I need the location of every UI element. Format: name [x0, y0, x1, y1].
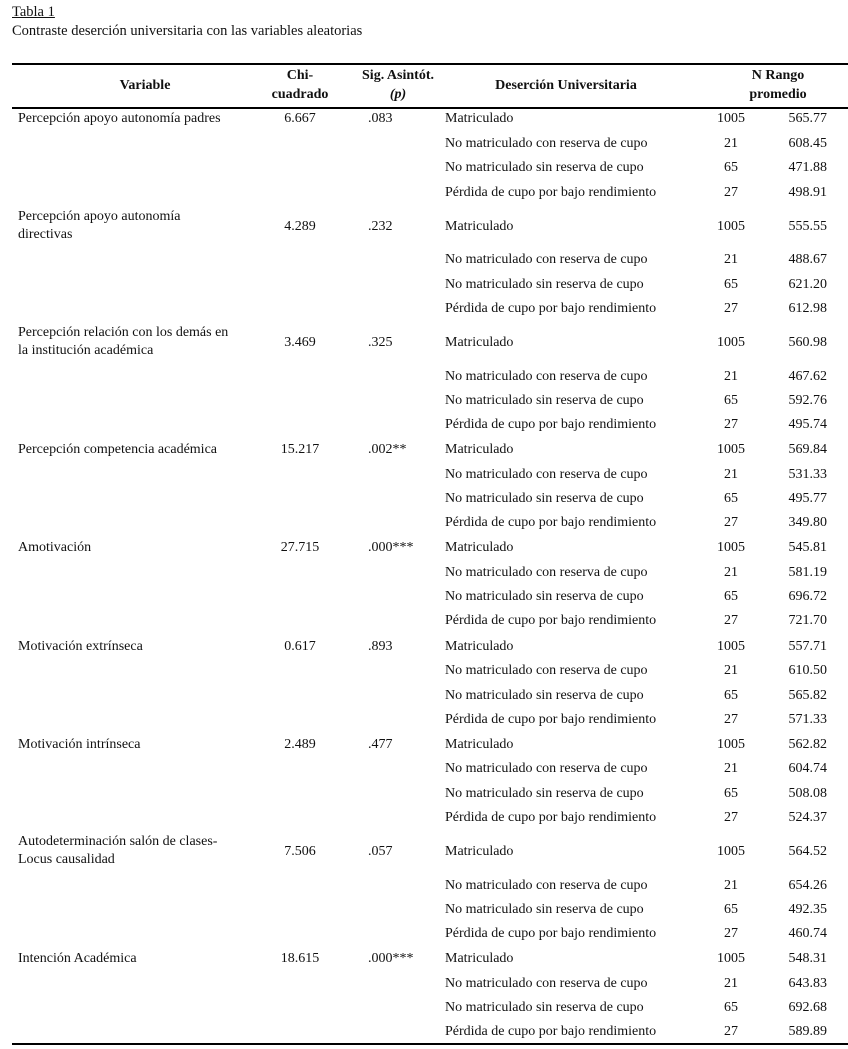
significance-value: .000*** — [368, 540, 414, 555]
rango-promedio-value: 592.76 — [788, 393, 827, 408]
header-n-rango-line1: N Rango — [751, 68, 805, 83]
desercion-category: No matriculado sin reserva de cupo — [445, 1000, 644, 1015]
n-value: 1005 — [717, 540, 745, 555]
rango-promedio-value: 721.70 — [788, 613, 827, 628]
n-value: 1005 — [717, 442, 745, 457]
variable-name: Amotivación — [18, 540, 92, 555]
header-sig-line1: Sig. Asintót. — [362, 68, 434, 83]
desercion-category: Matriculado — [445, 540, 514, 555]
header-chi-line1: Chi- — [286, 68, 314, 83]
n-value: 1005 — [717, 335, 745, 350]
variable-name: directivas — [18, 227, 73, 242]
rango-promedio-value: 495.77 — [788, 491, 827, 506]
variable-name: Motivación intrínseca — [18, 737, 141, 752]
significance-value: .477 — [368, 737, 393, 752]
rango-promedio-value: 565.82 — [788, 688, 827, 703]
rango-promedio-value: 488.67 — [788, 252, 827, 267]
rango-promedio-value: 692.68 — [788, 1000, 827, 1015]
n-value: 1005 — [717, 639, 745, 654]
desercion-category: No matriculado sin reserva de cupo — [445, 393, 644, 408]
header-rule — [12, 107, 848, 109]
n-value: 27 — [724, 301, 738, 316]
n-value: 21 — [724, 369, 738, 384]
rango-promedio-value: 612.98 — [788, 301, 827, 316]
header-variable: Variable — [119, 78, 171, 93]
rango-promedio-value: 571.33 — [788, 712, 827, 727]
chi-square-value: 27.715 — [280, 540, 320, 555]
n-value: 65 — [724, 393, 738, 408]
n-value: 1005 — [717, 737, 745, 752]
n-value: 1005 — [717, 111, 745, 126]
rango-promedio-value: 495.74 — [788, 417, 827, 432]
significance-value: .057 — [368, 844, 393, 859]
desercion-category: Pérdida de cupo por bajo rendimiento — [445, 613, 657, 628]
desercion-category: No matriculado sin reserva de cupo — [445, 786, 644, 801]
n-value: 1005 — [717, 844, 745, 859]
desercion-category: Matriculado — [445, 844, 514, 859]
desercion-category: No matriculado con reserva de cupo — [445, 565, 648, 580]
rango-promedio-value: 696.72 — [788, 589, 827, 604]
variable-name: Motivación extrínseca — [18, 639, 143, 654]
n-value: 21 — [724, 467, 738, 482]
desercion-category: No matriculado sin reserva de cupo — [445, 688, 644, 703]
rango-promedio-value: 621.20 — [788, 277, 827, 292]
rango-promedio-value: 562.82 — [788, 737, 827, 752]
table-caption: Contraste deserción universitaria con las variables aleatorias — [12, 23, 363, 39]
desercion-category: No matriculado sin reserva de cupo — [445, 589, 644, 604]
n-value: 65 — [724, 786, 738, 801]
desercion-category: No matriculado con reserva de cupo — [445, 252, 648, 267]
n-value: 65 — [724, 1000, 738, 1015]
n-value: 27 — [724, 515, 738, 530]
desercion-category: Pérdida de cupo por bajo rendimiento — [445, 185, 657, 200]
desercion-category: No matriculado sin reserva de cupo — [445, 491, 644, 506]
chi-square-value: 6.667 — [284, 111, 316, 126]
chi-square-value: 15.217 — [280, 442, 320, 457]
rango-promedio-value: 508.08 — [788, 786, 827, 801]
n-value: 65 — [724, 160, 738, 175]
desercion-category: No matriculado sin reserva de cupo — [445, 160, 644, 175]
desercion-category: Matriculado — [445, 951, 514, 966]
desercion-category: Matriculado — [445, 639, 514, 654]
variable-name: Autodeterminación salón de clases- — [18, 834, 218, 849]
n-value: 1005 — [717, 951, 745, 966]
significance-value: .083 — [368, 111, 393, 126]
desercion-category: No matriculado con reserva de cupo — [445, 136, 648, 151]
n-value: 27 — [724, 185, 738, 200]
desercion-category: Matriculado — [445, 737, 514, 752]
n-value: 21 — [724, 976, 738, 991]
desercion-category: No matriculado con reserva de cupo — [445, 976, 648, 991]
chi-square-value: 3.469 — [284, 335, 316, 350]
variable-name: Percepción apoyo autonomía padres — [18, 111, 221, 126]
desercion-category: No matriculado con reserva de cupo — [445, 761, 648, 776]
top-rule — [12, 63, 848, 65]
n-value: 21 — [724, 136, 738, 151]
desercion-category: Pérdida de cupo por bajo rendimiento — [445, 515, 657, 530]
n-value: 27 — [724, 613, 738, 628]
rango-promedio-value: 557.71 — [788, 639, 827, 654]
rango-promedio-value: 471.88 — [788, 160, 827, 175]
significance-value: .002** — [368, 442, 407, 457]
variable-name: Locus causalidad — [18, 852, 115, 867]
rango-promedio-value: 531.33 — [788, 467, 827, 482]
rango-promedio-value: 467.62 — [788, 369, 827, 384]
n-value: 21 — [724, 252, 738, 267]
n-value: 27 — [724, 417, 738, 432]
rango-promedio-value: 560.98 — [788, 335, 827, 350]
n-value: 65 — [724, 902, 738, 917]
desercion-category: Pérdida de cupo por bajo rendimiento — [445, 712, 657, 727]
n-value: 65 — [724, 589, 738, 604]
n-value: 21 — [724, 663, 738, 678]
header-desercion: Deserción Universitaria — [495, 78, 637, 93]
rango-promedio-value: 581.19 — [788, 565, 827, 580]
n-value: 27 — [724, 712, 738, 727]
rango-promedio-value: 610.50 — [788, 663, 827, 678]
n-value: 65 — [724, 277, 738, 292]
n-value: 21 — [724, 878, 738, 893]
rango-promedio-value: 555.55 — [788, 219, 827, 234]
desercion-category: No matriculado con reserva de cupo — [445, 878, 648, 893]
header-n-rango-line2: promedio — [749, 87, 807, 102]
significance-value: .232 — [368, 219, 393, 234]
chi-square-value: 2.489 — [284, 737, 316, 752]
rango-promedio-value: 569.84 — [788, 442, 827, 457]
desercion-category: No matriculado con reserva de cupo — [445, 467, 648, 482]
n-value: 65 — [724, 688, 738, 703]
desercion-category: Pérdida de cupo por bajo rendimiento — [445, 301, 657, 316]
desercion-category: Pérdida de cupo por bajo rendimiento — [445, 926, 657, 941]
n-value: 65 — [724, 491, 738, 506]
rango-promedio-value: 545.81 — [788, 540, 827, 555]
rango-promedio-value: 564.52 — [788, 844, 827, 859]
n-value: 27 — [724, 926, 738, 941]
desercion-category: Pérdida de cupo por bajo rendimiento — [445, 1024, 657, 1039]
significance-value: .893 — [368, 639, 393, 654]
n-value: 27 — [724, 810, 738, 825]
rango-promedio-value: 524.37 — [788, 810, 827, 825]
chi-square-value: 0.617 — [284, 639, 316, 654]
desercion-category: No matriculado sin reserva de cupo — [445, 277, 644, 292]
header-chi-line2: cuadrado — [271, 87, 329, 102]
rango-promedio-value: 608.45 — [788, 136, 827, 151]
chi-square-value: 7.506 — [284, 844, 316, 859]
n-value: 21 — [724, 565, 738, 580]
rango-promedio-value: 498.91 — [788, 185, 827, 200]
chi-square-value: 4.289 — [284, 219, 316, 234]
rango-promedio-value: 460.74 — [788, 926, 827, 941]
n-value: 21 — [724, 761, 738, 776]
n-value: 27 — [724, 1024, 738, 1039]
desercion-category: No matriculado sin reserva de cupo — [445, 902, 644, 917]
rango-promedio-value: 565.77 — [788, 111, 827, 126]
header-sig-line2: (p) — [389, 87, 407, 102]
n-value: 1005 — [717, 219, 745, 234]
variable-name: Percepción competencia académica — [18, 442, 217, 457]
rango-promedio-value: 548.31 — [788, 951, 827, 966]
desercion-category: Matriculado — [445, 442, 514, 457]
variable-name: Percepción relación con los demás en — [18, 325, 229, 340]
rango-promedio-value: 654.26 — [788, 878, 827, 893]
rango-promedio-value: 492.35 — [788, 902, 827, 917]
variable-name: Intención Académica — [18, 951, 137, 966]
desercion-category: Matriculado — [445, 335, 514, 350]
bottom-rule — [12, 1043, 848, 1045]
rango-promedio-value: 604.74 — [788, 761, 827, 776]
table-number: Tabla 1 — [12, 4, 55, 20]
desercion-category: No matriculado con reserva de cupo — [445, 369, 648, 384]
chi-square-value: 18.615 — [280, 951, 320, 966]
desercion-category: Pérdida de cupo por bajo rendimiento — [445, 417, 657, 432]
desercion-category: Matriculado — [445, 111, 514, 126]
variable-name: Percepción apoyo autonomía — [18, 209, 181, 224]
significance-value: .325 — [368, 335, 393, 350]
desercion-category: Pérdida de cupo por bajo rendimiento — [445, 810, 657, 825]
rango-promedio-value: 589.89 — [788, 1024, 827, 1039]
significance-value: .000*** — [368, 951, 414, 966]
desercion-category: No matriculado con reserva de cupo — [445, 663, 648, 678]
variable-name: la institución académica — [18, 343, 154, 358]
desercion-category: Matriculado — [445, 219, 514, 234]
rango-promedio-value: 643.83 — [788, 976, 827, 991]
rango-promedio-value: 349.80 — [788, 515, 827, 530]
